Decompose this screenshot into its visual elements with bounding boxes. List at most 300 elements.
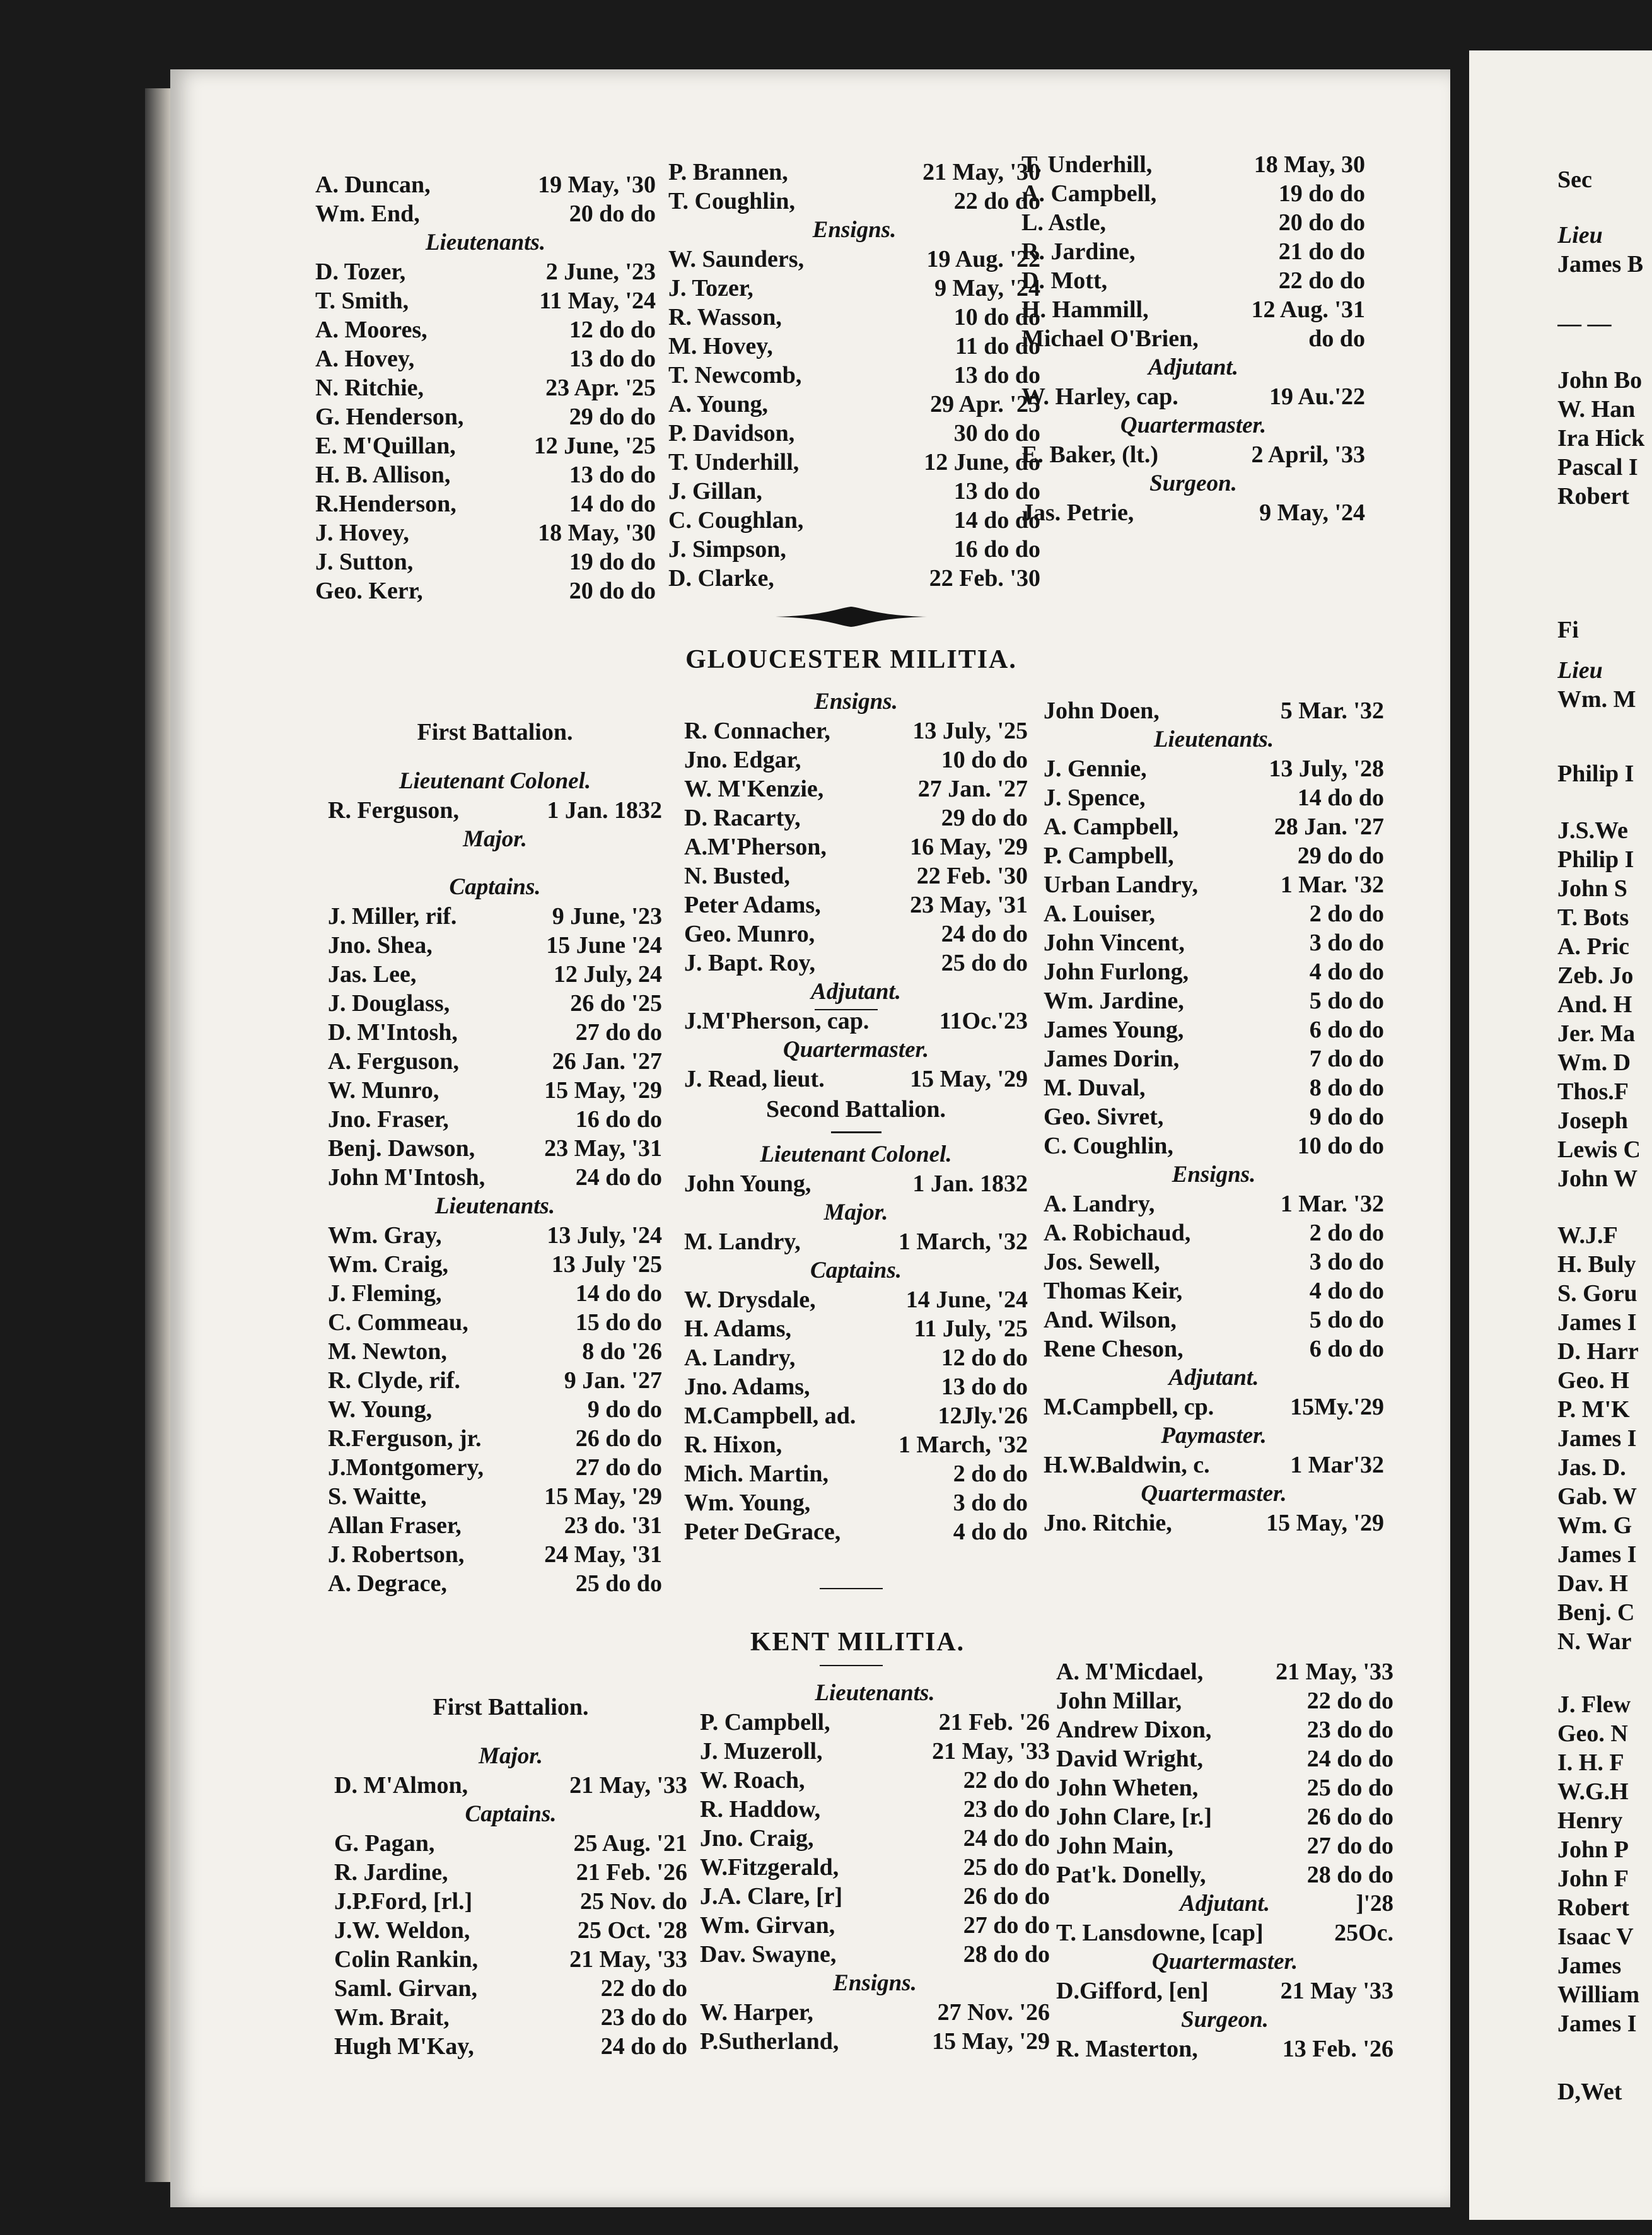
- roster-entry: [684, 803, 1028, 832]
- roster-entry: [1056, 1976, 1393, 2005]
- officer-name: J.M'Pherson, cap.: [684, 1008, 870, 1034]
- roster-entry: [1044, 928, 1384, 957]
- commission-date: 19 do do: [1278, 180, 1365, 207]
- rank-heading: Captains.: [465, 1801, 557, 1827]
- officer-name: A. Campbell,: [1021, 180, 1157, 207]
- commission-date: 25 do do: [963, 1854, 1050, 1881]
- roster-entry: [328, 1076, 662, 1105]
- commission-date: 27 do do: [963, 1912, 1050, 1939]
- roster-entry: [1021, 150, 1365, 179]
- spacer: [328, 854, 662, 873]
- commission-date: 21 May, '33: [569, 1772, 687, 1799]
- commission-date: 2 June, '23: [545, 259, 656, 285]
- commission-date: 13 July, '28: [1269, 756, 1384, 782]
- officer-name: M.Campbell, ad.: [684, 1403, 856, 1429]
- officer-name: M.Campbell, cp.: [1044, 1394, 1214, 1420]
- officer-name: J. Tozer,: [668, 275, 753, 301]
- facing-page-fragment: John Bo: [1557, 367, 1643, 394]
- battalion-heading: First Battalion.: [417, 719, 573, 745]
- roster-entry: [668, 245, 1040, 274]
- commission-date: 29 do do: [941, 805, 1028, 831]
- officer-name: R.Ferguson, jr.: [328, 1425, 482, 1452]
- officer-name: John Millar,: [1056, 1688, 1182, 1714]
- facing-page-fragment: Jas. D.: [1557, 1454, 1626, 1481]
- roster-entry: [315, 344, 656, 373]
- roster-entry: [328, 1482, 662, 1511]
- commission-date: 26 do do: [963, 1883, 1050, 1910]
- commission-date: 19 Aug. '22: [926, 246, 1040, 272]
- roster-entry: [315, 576, 656, 605]
- commission-date: 21 do do: [1278, 238, 1365, 265]
- roster-entry: [328, 1366, 662, 1395]
- roster-entry: [334, 1945, 687, 1974]
- facing-page-fragment: I. H. F: [1557, 1749, 1624, 1776]
- officer-name: G. Pagan,: [334, 1830, 435, 1857]
- roster-entry: [684, 1343, 1028, 1372]
- commission-date: 15 May, '29: [932, 2028, 1050, 2055]
- officer-name: R. Clyde, rif.: [328, 1367, 461, 1394]
- officer-name: J. Gennie,: [1044, 756, 1147, 782]
- officer-name: J. Fleming,: [328, 1280, 442, 1307]
- roster-entry: [668, 303, 1040, 332]
- facing-page-fragment: Joseph: [1557, 1107, 1628, 1134]
- facing-page-fragment: Benj. C: [1557, 1599, 1635, 1626]
- facing-page-fragment: James I: [1557, 1309, 1637, 1336]
- commission-date: 9 May, '24: [934, 275, 1040, 301]
- roster-entry: [700, 1824, 1050, 1853]
- commission-date: 9 Jan. '27: [564, 1367, 662, 1394]
- officer-name: E. M'Quillan,: [315, 433, 456, 459]
- roster-entry: [668, 187, 1040, 216]
- officer-name: R. Hixon,: [684, 1432, 782, 1458]
- facing-page-fragment: Wm. M: [1557, 686, 1636, 713]
- officer-name: W. Drysdale,: [684, 1287, 816, 1313]
- facing-page-fragment: Dav. H: [1557, 1570, 1628, 1597]
- roster-entry: [700, 1766, 1050, 1795]
- commission-date: 27 do do: [1306, 1833, 1393, 1859]
- officer-name: A. Duncan,: [315, 172, 431, 198]
- officer-name: Wm. End,: [315, 201, 420, 227]
- facing-page-fragment: James I: [1557, 2010, 1637, 2037]
- commission-date: 21 May, '33: [932, 1738, 1050, 1765]
- officer-name: J. Read, lieut.: [684, 1066, 825, 1092]
- roster-entry: [684, 1517, 1028, 1546]
- roster-entry: [668, 448, 1040, 477]
- rank-heading: Paymaster.: [1161, 1423, 1267, 1449]
- officer-name: Michael O'Brien,: [1021, 325, 1199, 352]
- rank-heading: Major.: [823, 1199, 888, 1225]
- roster-entry: [1044, 812, 1384, 841]
- facing-page-fragment: Zeb. Jo: [1557, 962, 1634, 989]
- commission-date: 7 do do: [1309, 1046, 1384, 1072]
- facing-page-fragment: Fi: [1557, 617, 1579, 643]
- rank-heading: Surgeon.: [1149, 470, 1237, 496]
- officer-name: Wm. Girvan,: [700, 1912, 835, 1939]
- officer-name: J. Robertson,: [328, 1541, 465, 1568]
- rank-heading: Lieutenant Colonel.: [760, 1141, 952, 1167]
- commission-date: 1 March, '32: [898, 1228, 1028, 1255]
- officer-name: A. M'Micdael,: [1056, 1659, 1204, 1685]
- spacer: [334, 1723, 687, 1742]
- commission-date: 27 Nov. '26: [937, 1999, 1050, 2026]
- rank-heading: Surgeon.: [1181, 2007, 1269, 2033]
- commission-date: 24 do do: [600, 2033, 687, 2060]
- officer-name: A. Landry,: [684, 1345, 796, 1371]
- roster-entry: [1021, 179, 1365, 208]
- officer-name: Hugh M'Kay,: [334, 2033, 474, 2060]
- roster-entry: [315, 315, 656, 344]
- commission-date: 21 May, '30: [922, 159, 1040, 185]
- commission-date: 13 July '25: [551, 1251, 662, 1278]
- rank-heading: Lieutenant Colonel.: [398, 768, 591, 794]
- roster-entry: [1056, 1860, 1393, 1889]
- roster-entry: [315, 431, 656, 460]
- roster-entry: [1044, 1218, 1384, 1247]
- roster-entry: [328, 1453, 662, 1482]
- commission-date: 23 May, '31: [910, 892, 1028, 918]
- officer-name: Jno. Ritchie,: [1044, 1510, 1172, 1536]
- facing-page-fragment: W. Han: [1557, 396, 1636, 423]
- roster-entry: [700, 1737, 1050, 1766]
- officer-name: John Furlong,: [1044, 959, 1189, 985]
- officer-name: M. Newton,: [328, 1338, 447, 1365]
- commission-date: 5 Mar. '32: [1280, 697, 1384, 724]
- commission-date: 11Oc.'23: [939, 1008, 1028, 1034]
- officer-name: J. Gillan,: [668, 478, 762, 505]
- roster-entry: [1044, 696, 1384, 725]
- officer-name: David Wright,: [1056, 1746, 1203, 1772]
- facing-page-fragment: W.J.F: [1557, 1222, 1618, 1249]
- facing-page-fragment: Lieu: [1557, 222, 1603, 248]
- officer-name: J.W. Weldon,: [334, 1917, 470, 1944]
- roster-entry: [1056, 1918, 1393, 1947]
- roster-entry: [1056, 1802, 1393, 1831]
- roster-entry: [315, 518, 656, 547]
- officer-name: P. Davidson,: [668, 420, 795, 446]
- commission-date: 23 do do: [1306, 1717, 1393, 1743]
- roster-entry: [668, 535, 1040, 564]
- commission-date: 22 do do: [1306, 1688, 1393, 1714]
- roster-entry: [668, 419, 1040, 448]
- facing-page-fragment: H. Buly: [1557, 1251, 1636, 1278]
- commission-date: 5 do do: [1309, 1307, 1384, 1333]
- roster-entry: [684, 1285, 1028, 1314]
- commission-date: 13 do do: [569, 462, 656, 488]
- commission-date: 5 do do: [1309, 988, 1384, 1014]
- rank-heading: Lieutenants.: [1153, 727, 1274, 752]
- officer-name: Saml. Girvan,: [334, 1975, 477, 2002]
- officer-name: W. Munro,: [328, 1077, 439, 1104]
- commission-date: 21 Feb. '26: [576, 1859, 687, 1886]
- rank-heading: Captains.: [449, 874, 541, 900]
- roster-entry: [1044, 1189, 1384, 1218]
- commission-date: 1 Jan. 1832: [547, 797, 662, 824]
- roster-entry: [668, 158, 1040, 187]
- divider-rule: [820, 1588, 883, 1589]
- officer-name: R.Henderson,: [315, 491, 457, 517]
- officer-name: A. Robichaud,: [1044, 1220, 1191, 1246]
- officer-name: J. Sutton,: [315, 549, 414, 575]
- roster-entry: [700, 1708, 1050, 1737]
- officer-name: A. Louiser,: [1044, 901, 1156, 927]
- roster-entry: [315, 257, 656, 286]
- officer-name: Jas. Petrie,: [1021, 499, 1134, 526]
- rank-heading: Quartermaster.: [1151, 1949, 1298, 1975]
- commission-date: 9 June, '23: [552, 903, 662, 930]
- facing-page-fragment: — —: [1557, 310, 1612, 337]
- roster-entry: [668, 564, 1040, 593]
- facing-page-fragment: John F: [1557, 1865, 1629, 1892]
- commission-date: 3 do do: [1309, 930, 1384, 956]
- officer-name: R. Connacher,: [684, 718, 830, 744]
- commission-date: 24 May, '31: [544, 1541, 662, 1568]
- facing-page-fragment: P. M'K: [1557, 1396, 1630, 1423]
- commission-date: 21 May '33: [1280, 1978, 1393, 2004]
- roster-entry: [684, 1459, 1028, 1488]
- roster-entry: [684, 745, 1028, 774]
- roster-entry: [668, 361, 1040, 390]
- officer-name: J. Douglass,: [328, 990, 450, 1017]
- commission-date: 12 June, do: [924, 449, 1040, 476]
- roster-entry: [328, 1279, 662, 1308]
- officer-name: H. Hammill,: [1021, 296, 1149, 323]
- officer-name: D. Tozer,: [315, 259, 406, 285]
- roster-entry: [315, 170, 656, 199]
- commission-date: 22 Feb. '30: [916, 863, 1028, 889]
- officer-name: And. Wilson,: [1044, 1307, 1177, 1333]
- commission-date: 13 July, '25: [912, 718, 1028, 744]
- officer-name: T. Underhill,: [1021, 151, 1153, 178]
- officer-name: T. Newcomb,: [668, 362, 802, 388]
- roster-entry: [328, 1395, 662, 1424]
- roster-entry: [1044, 1450, 1384, 1479]
- roster-entry: [1044, 1305, 1384, 1334]
- roster-entry: [334, 1829, 687, 1858]
- officer-name: John Doen,: [1044, 697, 1160, 724]
- officer-name: P. Campbell,: [1044, 843, 1174, 869]
- column-1-top-list: [315, 170, 656, 605]
- officer-name: W. M'Kenzie,: [684, 776, 824, 802]
- facing-page-fragment: Ira Hick: [1557, 425, 1645, 452]
- officer-name: J. Muzeroll,: [700, 1738, 823, 1765]
- roster-entry: [1021, 498, 1365, 527]
- commission-date: 23 May, '31: [544, 1135, 662, 1162]
- roster-entry: [700, 1795, 1050, 1824]
- commission-date: 13 Feb. '26: [1282, 2036, 1393, 2062]
- commission-date: 24 do do: [1306, 1746, 1393, 1772]
- commission-date: 4 do do: [953, 1519, 1028, 1545]
- officer-name: P. Brannen,: [668, 159, 788, 185]
- battalion-heading: Second Battalion.: [765, 1096, 946, 1123]
- roster-entry: [328, 1308, 662, 1337]
- facing-page-fragment: Gab. W: [1557, 1483, 1637, 1510]
- commission-date: 27 do do: [575, 1019, 662, 1046]
- roster-entry: [1044, 1073, 1384, 1102]
- commission-date: 30 do do: [953, 420, 1040, 446]
- officer-name: R. Wasson,: [668, 304, 782, 330]
- commission-date: 11 May, '24: [539, 288, 656, 314]
- officer-name: John Wheten,: [1056, 1775, 1199, 1801]
- roster-entry: [328, 1163, 662, 1192]
- commission-date: 15 May, '29: [544, 1077, 662, 1104]
- roster-entry: [1056, 1831, 1393, 1860]
- commission-date: 20 do do: [569, 578, 656, 604]
- roster-entry: [1044, 899, 1384, 928]
- officer-name: M. Hovey,: [668, 333, 773, 359]
- officer-name: Rene Cheson,: [1044, 1336, 1184, 1362]
- battalion-heading: First Battalion.: [433, 1694, 589, 1720]
- facing-page-fragment: Pascal I: [1557, 454, 1638, 481]
- roster-entry: [1044, 1334, 1384, 1363]
- officer-name: Wm. Young,: [684, 1490, 811, 1516]
- commission-date: 9 do do: [587, 1396, 662, 1423]
- roster-entry: [315, 199, 656, 228]
- commission-date: 29 do do: [569, 404, 656, 430]
- facing-page-fragment: And. H: [1557, 991, 1632, 1018]
- commission-date: 14 June, '24: [905, 1287, 1028, 1313]
- roster-entry: [1056, 1657, 1393, 1686]
- column-2-bottom-list: [700, 1679, 1050, 2056]
- roster-entry: [328, 1047, 662, 1076]
- roster-entry: [315, 460, 656, 489]
- commission-date: 12 June, '25: [533, 433, 656, 459]
- commission-date: 26 do do: [575, 1425, 662, 1452]
- officer-name: T. Lansdowne, [cap]: [1056, 1920, 1264, 1946]
- column-3-middle-list: [1044, 696, 1384, 1538]
- facing-page-fragment: Wm. G: [1557, 1512, 1632, 1539]
- rank-heading: Quartermaster.: [782, 1037, 929, 1063]
- officer-name: Geo. Kerr,: [315, 578, 423, 604]
- officer-name: L. Astle,: [1021, 209, 1107, 236]
- gloucester-militia-title: GLOUCESTER MILITIA.: [685, 645, 1017, 674]
- roster-entry: [700, 1940, 1050, 1969]
- column-2-middle-list: [684, 687, 1028, 1546]
- roster-entry: [684, 1065, 1028, 1094]
- commission-date: 2 do do: [953, 1461, 1028, 1487]
- commission-date: 21 May, '33: [569, 1946, 687, 1973]
- officer-name: T. Underhill,: [668, 449, 800, 476]
- commission-date: 25Oc.: [1334, 1920, 1393, 1946]
- rank-heading: Lieutenants.: [815, 1680, 935, 1706]
- officer-name: G. Henderson,: [315, 404, 464, 430]
- roster-entry: [328, 1424, 662, 1453]
- roster-entry: [1044, 1044, 1384, 1073]
- rank-heading: Quartermaster.: [1141, 1481, 1287, 1507]
- spacer: [328, 748, 662, 767]
- officer-name: J. Spence,: [1044, 785, 1146, 811]
- roster-entry: [1021, 382, 1365, 411]
- commission-date: 8 do '26: [582, 1338, 662, 1365]
- roster-entry: [328, 1134, 662, 1163]
- officer-name: R. Jardine,: [1021, 238, 1136, 265]
- roster-entry: [1044, 783, 1384, 812]
- commission-date: 19 do do: [569, 549, 656, 575]
- roster-entry: [334, 1771, 687, 1800]
- facing-page-fragment: Wm. D: [1557, 1049, 1631, 1076]
- roster-entry: [684, 832, 1028, 861]
- commission-date: 22 do do: [963, 1767, 1050, 1794]
- officer-name: Jno. Adams,: [684, 1374, 810, 1400]
- column-3-top-list: [1021, 150, 1365, 527]
- roster-entry: [684, 1430, 1028, 1459]
- commission-date: 15 do do: [575, 1309, 662, 1336]
- roster-entry: [1044, 841, 1384, 870]
- commission-date: 1 Mar'32: [1290, 1452, 1384, 1478]
- officer-name: Jos. Sewell,: [1044, 1249, 1160, 1275]
- commission-date: 12 do do: [941, 1345, 1028, 1371]
- commission-date: 25 Nov. do: [580, 1888, 687, 1915]
- commission-date: 4 do do: [1309, 1278, 1384, 1304]
- officer-name: Wm. Craig,: [328, 1251, 449, 1278]
- roster-entry: [1056, 2034, 1393, 2063]
- column-1-bottom-list: [334, 1691, 687, 2061]
- kent-militia-title: KENT MILITIA.: [750, 1628, 965, 1657]
- officer-name: N. Busted,: [684, 863, 790, 889]
- roster-entry: [334, 2003, 687, 2032]
- facing-page-fragment: D. Harr: [1557, 1338, 1639, 1365]
- roster-entry: [700, 1882, 1050, 1911]
- officer-name: A. Hovey,: [315, 346, 415, 372]
- commission-date: 26 do '25: [570, 990, 662, 1017]
- officer-name: W. Harper,: [700, 1999, 813, 2026]
- commission-date: 24 do do: [963, 1825, 1050, 1852]
- officer-name: A. Campbell,: [1044, 814, 1179, 840]
- facing-page-fragment: N. War: [1557, 1628, 1632, 1655]
- officer-name: P.Sutherland,: [700, 2028, 839, 2055]
- facing-page-fragment: Lieu: [1557, 657, 1603, 684]
- roster-entry: [334, 1974, 687, 2003]
- roster-entry: [1021, 266, 1365, 295]
- commission-date: 28 do do: [963, 1941, 1050, 1968]
- officer-name: E. Baker, (lt.): [1021, 441, 1159, 468]
- roster-entry: [668, 506, 1040, 535]
- commission-date: 16 do do: [953, 536, 1040, 563]
- officer-name: T. Smith,: [315, 288, 409, 314]
- officer-name: M. Landry,: [684, 1228, 801, 1255]
- commission-date: 13 do do: [953, 478, 1040, 505]
- roster-entry: [1044, 1015, 1384, 1044]
- commission-date: 19 May, '30: [538, 172, 656, 198]
- officer-name: D. Mott,: [1021, 267, 1108, 294]
- officer-name: Geo. Sivret,: [1044, 1104, 1164, 1130]
- roster-entry: [1044, 1102, 1384, 1131]
- officer-name: Jno. Craig,: [700, 1825, 814, 1852]
- roster-entry: [700, 1853, 1050, 1882]
- officer-name: A. Degrace,: [328, 1570, 447, 1597]
- commission-date: 6 do do: [1309, 1017, 1384, 1043]
- commission-date: 28 do do: [1306, 1862, 1393, 1888]
- roster-entry: [1056, 1686, 1393, 1715]
- commission-date: 27 do do: [575, 1454, 662, 1481]
- commission-date: 23 do do: [963, 1796, 1050, 1823]
- commission-date: 25 do do: [1306, 1775, 1393, 1801]
- roster-entry: [1021, 440, 1365, 469]
- officer-name: W.Fitzgerald,: [700, 1854, 839, 1881]
- officer-name: A. Young,: [668, 391, 769, 417]
- commission-date: 15 May, '29: [544, 1483, 662, 1510]
- roster-entry: [1044, 1508, 1384, 1538]
- roster-entry: [328, 1337, 662, 1366]
- officer-name: M. Duval,: [1044, 1075, 1146, 1101]
- commission-date: 25 do do: [941, 950, 1028, 976]
- commission-date: 14 do do: [569, 491, 656, 517]
- roster-entry: [334, 1858, 687, 1887]
- roster-entry: [700, 2027, 1050, 2056]
- roster-entry: [315, 402, 656, 431]
- commission-date: 26 Jan. '27: [552, 1048, 662, 1075]
- commission-date: 1 March, '32: [898, 1432, 1028, 1458]
- commission-date: 20 do do: [569, 201, 656, 227]
